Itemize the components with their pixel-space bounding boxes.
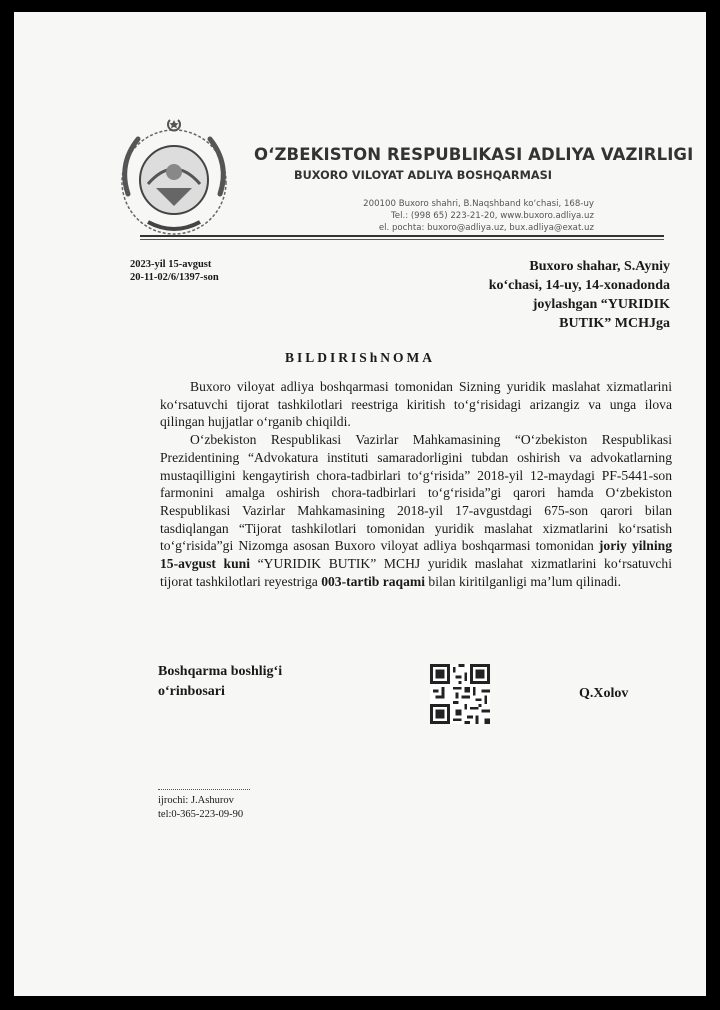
ministry-name: O‘ZBEKISTON RESPUBLIKASI ADLIYA VAZIRLIGI [254, 145, 694, 164]
qr-code-icon [430, 664, 490, 724]
recipient-line: joylashgan “YURIDIK [532, 297, 670, 312]
executor-phone: tel:0-365-223-09-90 [158, 809, 244, 820]
document-date: 2023-yil 15-avgust [130, 259, 212, 270]
email-line: el. pochta: buxoro@adliya.uz, bux.adliya@exat.uz [378, 223, 594, 233]
address-line: 200100 Buxoro shahri, B.Naqshband ko‘chasi, 168-uy [363, 199, 594, 209]
signer-position [158, 662, 282, 702]
signer-position-line: Boshqarma boshlig‘i [158, 664, 283, 679]
paragraph-2-text: O‘zbekiston Respublikasi Vazirlar Mahkamasining “O‘zbekiston Respublikasi Prezidentining “Advokatura instituti samaradorligini tubdan oshirish va advokatlarning mustaqilligini kengaytirish chora-tadbirlari to‘g‘risida” 2018-yil 12-maydagi PF-5441-son farmonini amalga oshirish chora-tadbirlari to‘g‘risida”gi qarori hamda O‘zbekiston Respublikasi Vazirlar Mahkamasining 2018-yil 17-avgustdagi 675-son qarori bilan tasdiqlangan “Tijorat tashkilotlari tomonidan yuridik maslahat xizmatlarini ko‘rsatish to‘g‘risida”gi Nizomga asosan Buxoro viloyat adliya boshqarmasi tomonidan [160, 432, 672, 554]
recipient-line: BUTIK” MCHJga [559, 316, 670, 331]
department-name: BUXORO VILOYAT ADLIYA BOSHQARMASI [294, 169, 552, 182]
header-divider-thin [140, 239, 664, 240]
paragraph-1: Buxoro viloyat adliya boshqarmasi tomonidan Sizning yuridik maslahat xizmatlarini ko‘rsatuvchi tijorat tashkilotlari reestriga kiritish to‘g‘risidagi arizangiz va unga ilova qilingan hujjatlar o‘rganib chiqildi. [160, 379, 672, 430]
signer-name: Q.Xolov [579, 686, 629, 701]
paragraph-2-text: bilan kiritilganligi ma’lum qilinadi. [425, 573, 621, 589]
document-meta [130, 258, 219, 284]
document-page [14, 12, 706, 996]
highlight-registry-number: 003-tartib raqami [321, 573, 426, 589]
executor-name: ijrochi: J.Ashurov [158, 795, 234, 806]
document-body [160, 378, 672, 590]
header-divider [140, 235, 664, 237]
paragraph-2 [160, 431, 672, 590]
phone-website-line: Tel.: (998 65) 223-21-20, www.buxoro.adliya.uz [391, 211, 594, 221]
document-number: 20-11-02/6/1397-son [130, 272, 219, 283]
signer-position-line: o‘rinbosari [158, 684, 225, 699]
executor-divider [158, 789, 250, 790]
state-emblem-icon [108, 114, 240, 246]
paragraph-2-text: “YURIDIK BUTIK” MCHJ yuridik maslahat xizmatlarini ko‘rsatuvchi tijorat tashkilotlari reyestriga [160, 556, 672, 589]
recipient-line: Buxoro shahar, S.Ayniy [529, 259, 670, 274]
organization-header [254, 145, 693, 182]
highlight-date: joriy yilning 15-avgust kuni [160, 538, 672, 572]
executor-info [158, 794, 243, 822]
document-title: BILDIRIShNOMA [284, 350, 436, 365]
contact-address [314, 198, 594, 234]
recipient-line: ko‘chasi, 14-uy, 14-xonadonda [488, 278, 670, 293]
recipient-address [418, 257, 670, 333]
